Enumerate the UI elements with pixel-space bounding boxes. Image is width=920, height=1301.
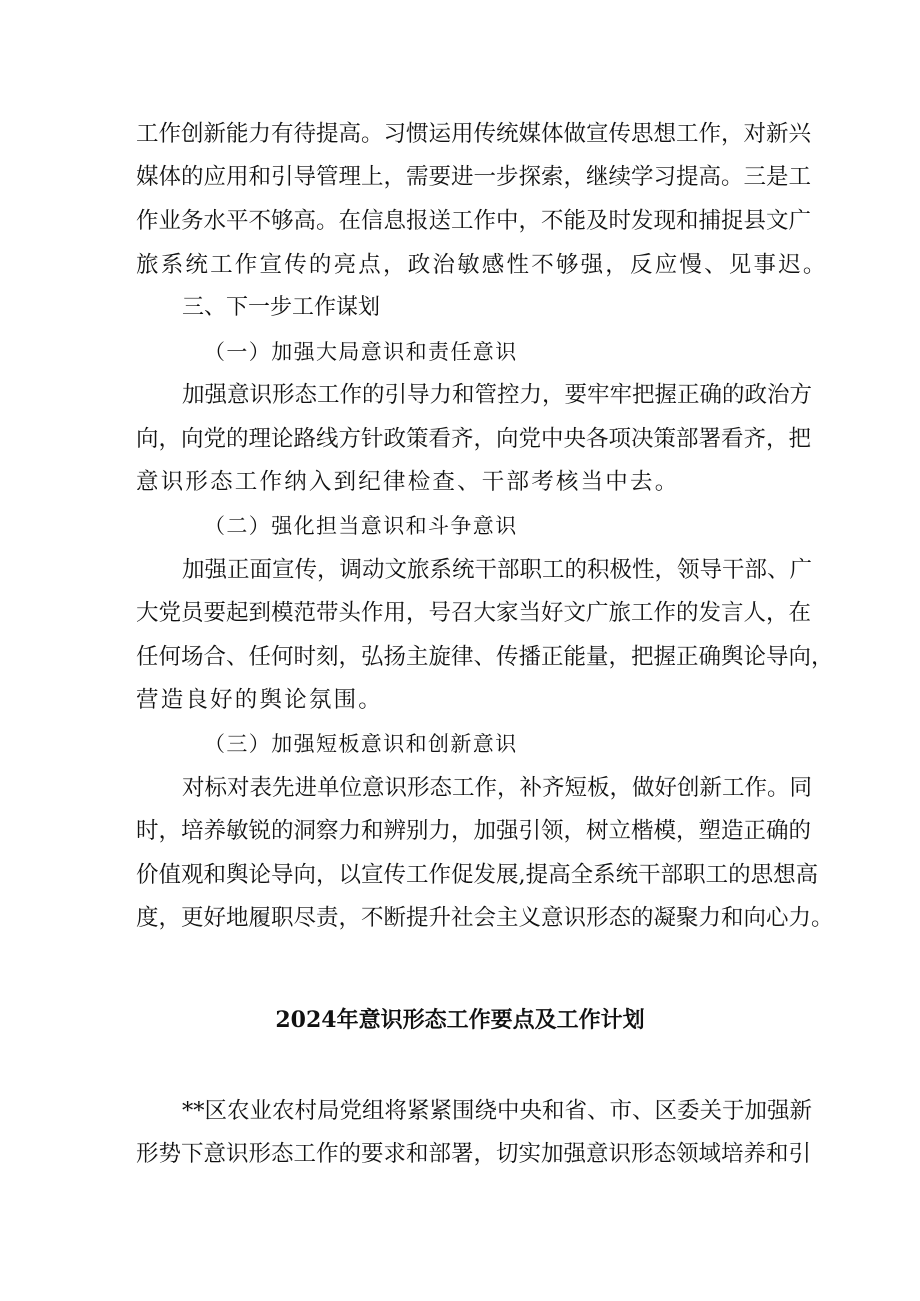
paragraph-line: 旅系统工作宣传的亮点，政治敏感性不够强，反应慢、见事迟。 <box>136 252 828 278</box>
paragraph-line: 工作创新能力有待提高。习惯运用传统媒体做宣传思想工作，对新兴 <box>136 121 812 147</box>
paragraph-line: 媒体的应用和引导管理上，需要进一步探索，继续学习提高。三是工 <box>136 164 812 190</box>
paragraph-line: 对标对表先进单位意识形态工作，补齐短板，做好创新工作。同 <box>182 775 813 801</box>
paragraph-line: 度，更好地履职尽责，不断提升社会主义意识形态的凝聚力和向心力。 <box>136 905 834 931</box>
paragraph-line: 加强正面宣传，调动文旅系统干部职工的积极性，领导干部、广 <box>182 557 813 583</box>
paragraph-line: 大党员要起到模范带头作用，号召大家当好文广旅工作的发言人，在 <box>136 600 812 626</box>
paragraph-line: 形势下意识形态工作的要求和部署，切实加强意识形态领域培养和引 <box>136 1141 812 1167</box>
paragraph-line: 营造良好的舆论氛围。 <box>136 687 384 713</box>
document-title: 2024年意识形态工作要点及工作计划 <box>275 1007 645 1033</box>
paragraph-line: 加强意识形态工作的引导力和管控力，要牢牢把握正确的政治方 <box>182 382 813 408</box>
paragraph-line: 向，向党的理论路线方针政策看齐，向党中央各项决策部署看齐，把 <box>136 426 812 452</box>
paragraph-line: 作业务水平不够高。在信息报送工作中，不能及时发现和捕捉县文广 <box>136 208 812 234</box>
paragraph-line: **区农业农村局党组将紧紧围绕中央和省、市、区委关于加强新 <box>182 1098 813 1124</box>
subsection-heading: （一）加强大局意识和责任意识 <box>204 340 518 364</box>
paragraph-line: 时，培养敏锐的洞察力和辨别力，加强引领，树立楷模，塑造正确的 <box>136 818 812 844</box>
subsection-heading: （三）加强短板意识和创新意识 <box>204 732 518 756</box>
paragraph-line: 意识形态工作纳入到纪律检查、干部考核当中去。 <box>136 469 680 495</box>
paragraph-line: 价值观和舆论导向，以宣传工作促发展,提高全系统干部职工的思想高 <box>136 862 819 888</box>
section-heading: 三、下一步工作谋划 <box>182 295 381 320</box>
subsection-heading: （二）强化担当意识和斗争意识 <box>204 514 518 538</box>
paragraph-line: 任何场合、任何时刻，弘扬主旋律、传播正能量，把握正确舆论导向， <box>136 644 834 670</box>
